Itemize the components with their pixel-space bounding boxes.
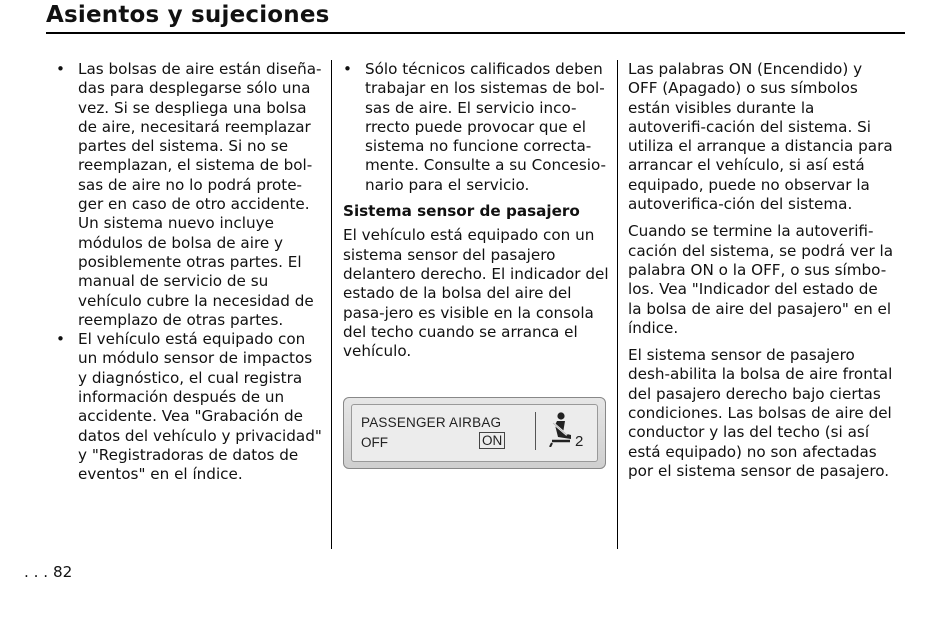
indicator-divider <box>535 412 536 450</box>
column-divider <box>331 60 332 549</box>
page-number: . . . 82 <box>24 563 73 581</box>
column-3 <box>628 60 896 489</box>
column-2 <box>343 60 609 369</box>
indicator-number: 2 <box>575 433 584 450</box>
bullet-text: El vehículo está equipado con un módulo sensor de impactos y diagnóstico, el cual registra información después de un accidente. Vea "Grabación de datos del vehículo y privacidad" y "Registradoras de datos de eventos" en el índice. <box>78 330 322 484</box>
bullet-item <box>56 330 322 484</box>
paragraph: Las palabras ON (Encendido) y OFF (Apagado) o sus símbolos están visibles durante la autoverifi-cación del sistema. Si utiliza el arranque a distancia para arrancar el vehículo, si así está equipado, puede no observar la autoverifica-ción del sistema. <box>628 60 893 214</box>
section-heading: Sistema sensor de pasajero <box>343 202 580 221</box>
indicator-on-text: ON <box>479 432 505 449</box>
passenger-seatbelt-icon <box>544 411 574 447</box>
indicator-label: PASSENGER AIRBAG <box>361 415 502 430</box>
bullet-icon: • <box>343 60 352 78</box>
column-1 <box>56 60 322 485</box>
bullet-item <box>56 60 322 330</box>
bullet-text: Sólo técnicos calificados deben trabajar en los sistemas de bol-sas de aire. El servicio inco-rrecto puede provocar que el sistema no funcione correcta-mente. Consulte a su Concesio-nario para el servicio. <box>365 60 607 194</box>
bullet-icon: • <box>56 330 65 349</box>
bullet-item <box>343 60 609 195</box>
paragraph: El vehículo está equipado con un sistema sensor del pasajero delantero derecho. El indicador del estado de la bolsa del aire del pasa-jero es visible en la consola del techo cuando se arranca el vehículo. <box>343 226 609 361</box>
column-divider <box>617 60 618 549</box>
page-title: Asientos y sujeciones <box>46 2 330 28</box>
indicator-off-text: OFF <box>361 435 388 450</box>
paragraph: El sistema sensor de pasajero desh-abilita la bolsa de aire frontal del pasajero derecho bajo ciertas condiciones. Las bolsas de aire del conductor y las del techo (si así está equipado) no son afectadas por el sistema sensor de pasajero. <box>628 346 893 480</box>
airbag-indicator-panel <box>343 397 606 469</box>
bullet-icon: • <box>56 60 65 78</box>
paragraph: Cuando se termine la autoverifi-cación del sistema, se podrá ver la palabra ON o la OFF, o sus símbo-los. Vea "Indicador del estado de la bolsa de aire del pasajero" en el índice. <box>628 222 894 337</box>
title-rule <box>46 32 905 34</box>
bullet-text: Las bolsas de aire están diseña-das para desplegarse sólo una vez. Si se despliega una bolsa de aire, necesitará reemplazar partes del sistema. Si no se reemplazan, el sistema de bol-sas de aire no lo podrá prote-ger en caso de otro accidente. Un sistema nuevo incluye módulos de bolsa de aire y posiblemente otras partes. El manual de servicio de su vehículo cubre la necesidad de reemplazo de otras partes. <box>78 60 322 329</box>
